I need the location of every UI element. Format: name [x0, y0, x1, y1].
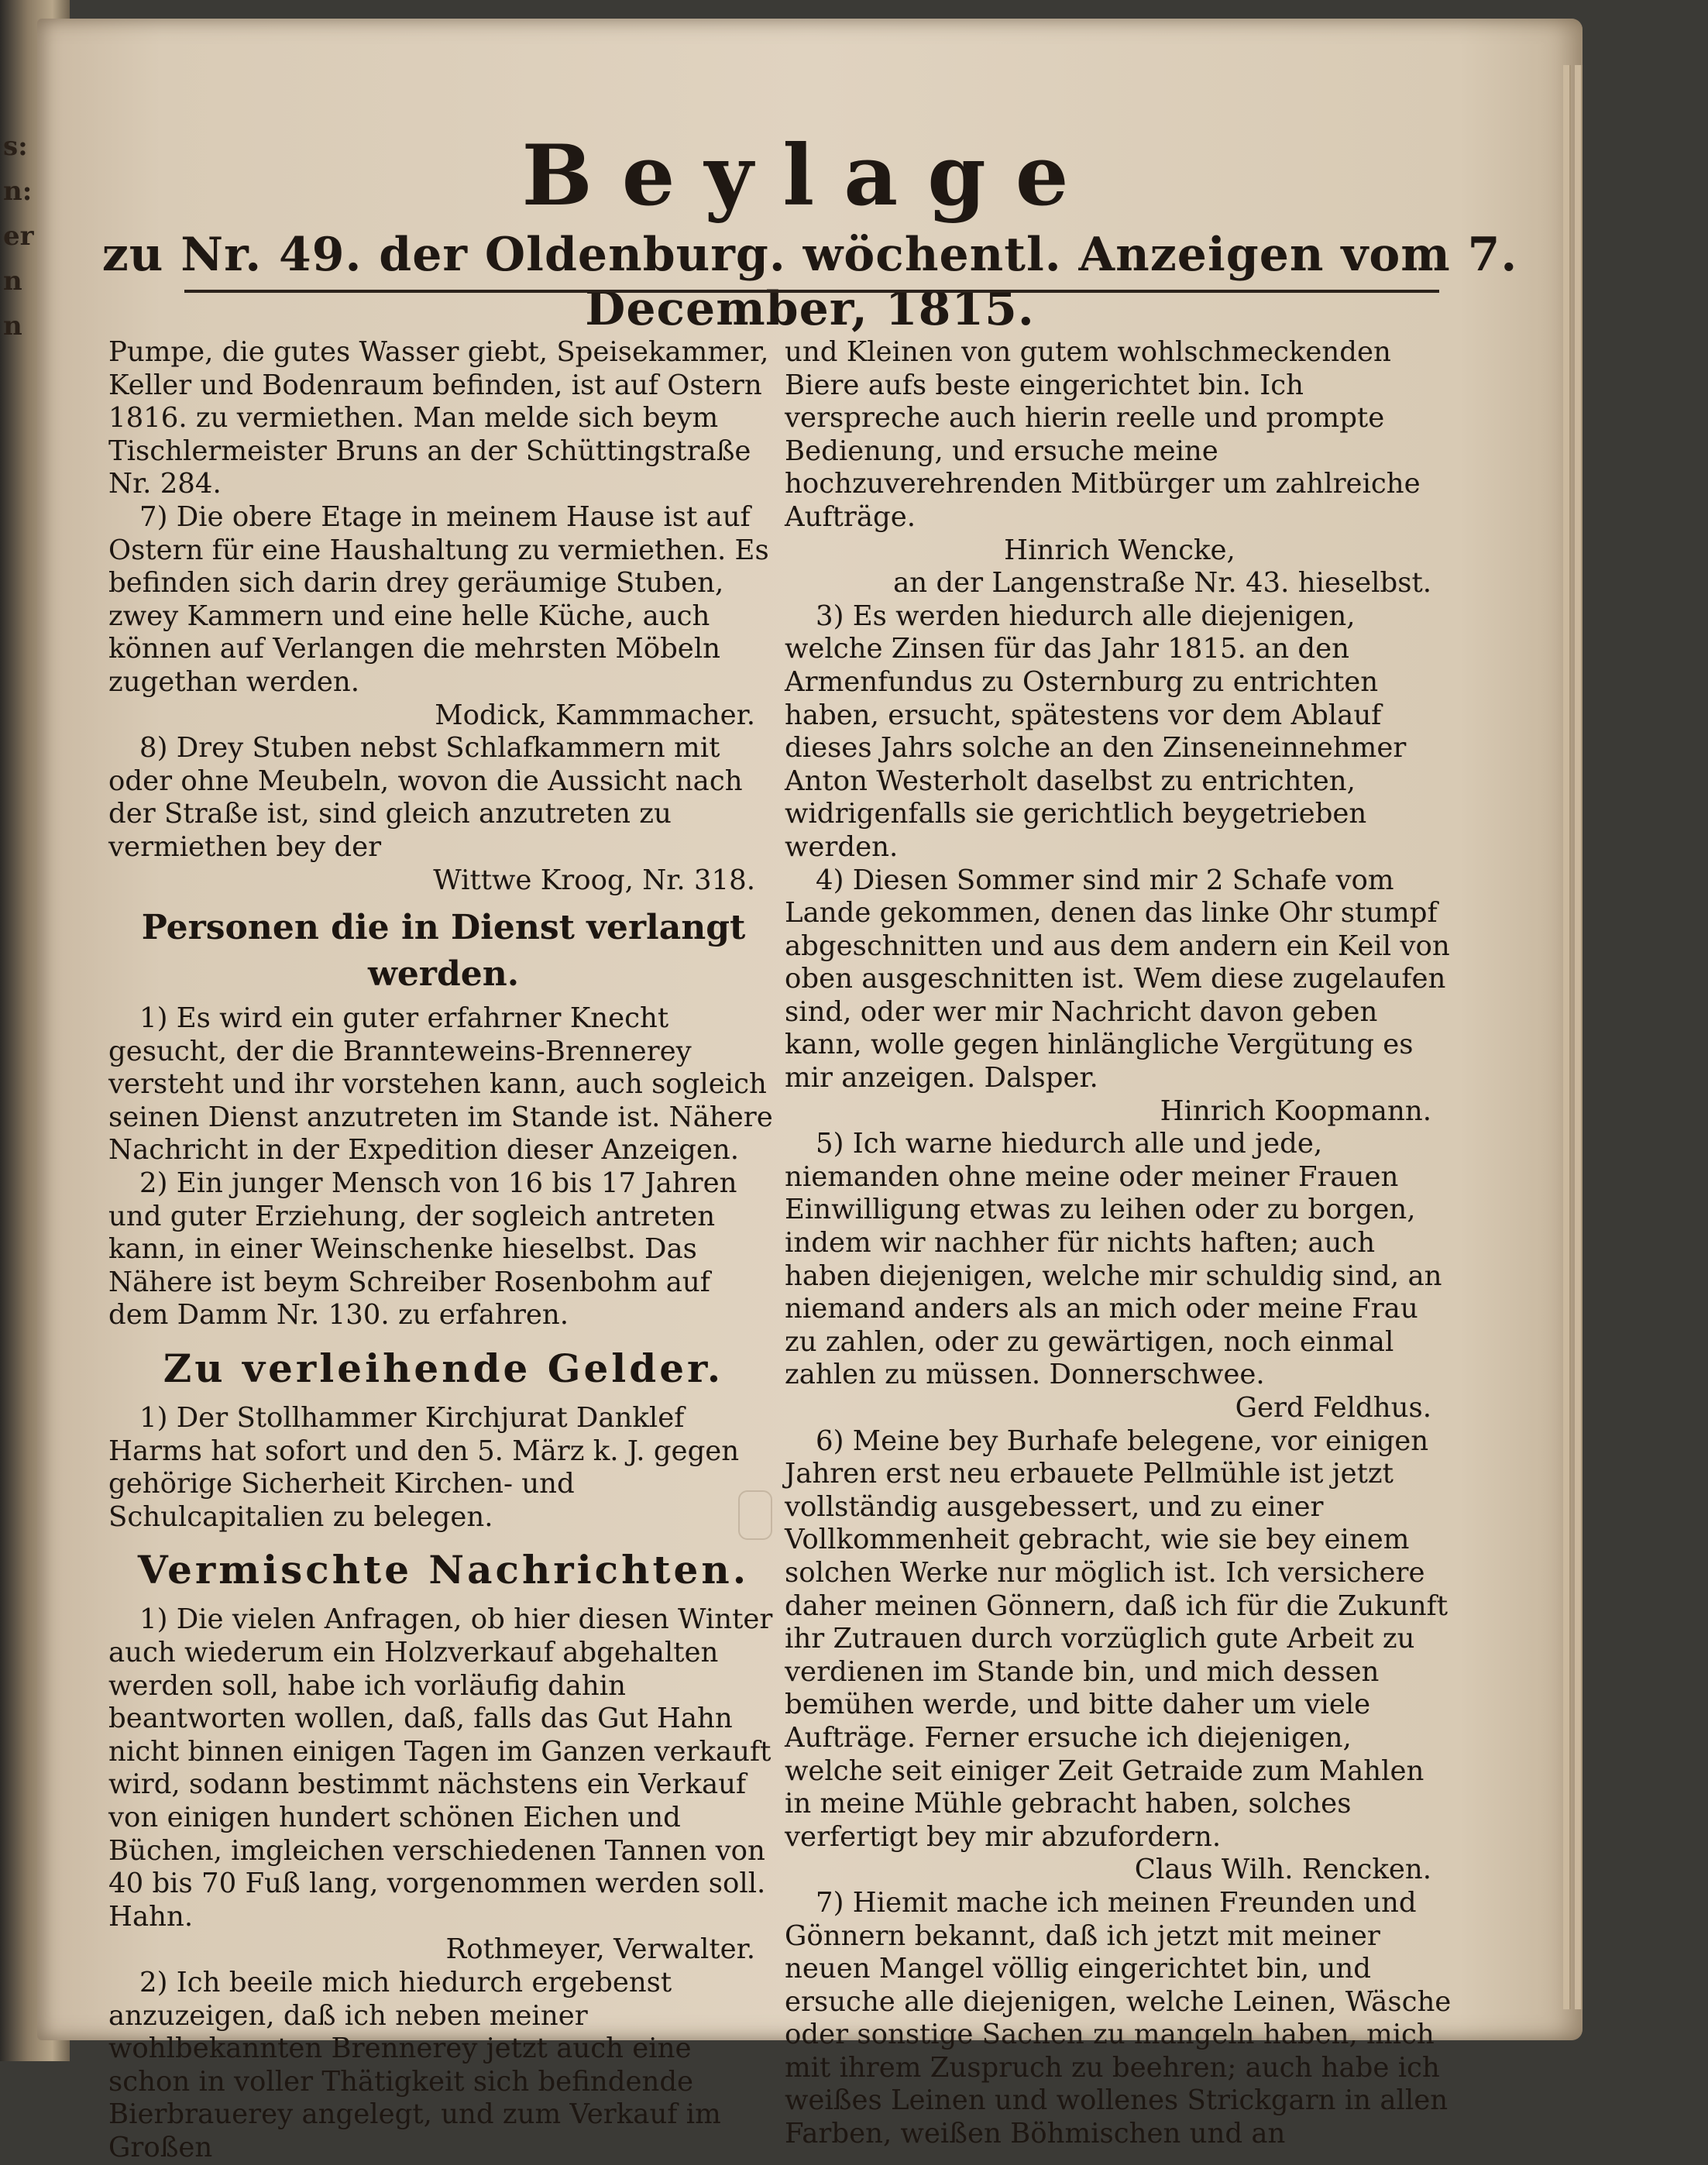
notice-signature: Claus Wilh. Rencken. [1134, 1854, 1431, 1886]
spine-fragment: n [3, 311, 22, 342]
notice-signature: Gerd Feldhus. [1235, 1392, 1431, 1424]
spine-fragment: n: [3, 176, 33, 207]
notice-paragraph: Pumpe, die gutes Wasser giebt, Speisekammer, Keller und Bodenraum befinden, ist auf Ostern 1816. zu vermiethen. Man melde sich beym Tischlermeister Bruns an der Schüttingstraße Nr. 284. [108, 336, 769, 500]
left-column [108, 336, 778, 2165]
notice-paragraph: 2) Ein junger Mensch von 16 bis 17 Jahren und guter Erziehung, der sogleich antreten kann, in einer Weinschenke hieselbst. Das Nähere ist beym Schreiber Rosenbohm auf dem Damm Nr. 130. zu erfahren. [108, 1167, 737, 1332]
paper-fold-mark [738, 1490, 772, 1540]
notice-paragraph: 7) Die obere Etage in meinem Hause ist auf Ostern für eine Haushaltung zu vermiethen. Es befinden sich darin drey geräumige Stuben, zwey Kammern und eine helle Küche, auch können auf Verlangen die mehrsten Möbeln zugethan werden. [108, 500, 769, 698]
notice-paragraph: 8) Drey Stuben nebst Schlafkammern mit oder ohne Meubeln, wovon die Aussicht nach der Straße ist, sind gleich anzutreten zu vermiethen bey der [108, 732, 743, 863]
notice-paragraph: 6) Meine bey Burhafe belegene, vor einigen Jahren erst neu erbauete Pellmühle ist jetzt vollständig ausgebessert, und zu einer Vollkommenheit gebracht, wie sie bey einem solchen Werke nur möglich ist. Ich versichere daher meinen Gönnern, daß ich für die Zukunft ihr Zutrauen durch vorzüglich gute Arbeit zu verdienen im Stande bin, und mich dessen bemühen werde, und bitte daher um viele Aufträge. Ferner ersuche ich diejenigen, welche seit einiger Zeit Getraide zum Mahlen in meine Mühle gebracht haben, solches verfertigt bey mir abzufordern. [785, 1424, 1449, 1853]
notice-signature: Rothmeyer, Verwalter. [445, 1933, 755, 1966]
notice-signature: Modick, Kammmacher. [435, 699, 755, 731]
right-column [785, 336, 1455, 2151]
notice-signature: Hinrich Koopmann. [1160, 1095, 1431, 1127]
notice-paragraph: 1) Die vielen Anfragen, ob hier diesen Winter auch wiederum ein Holzverkauf abgehalten werden soll, habe ich vorläufig dahin beantworten wollen, daß, falls das Gut Hahn nicht binnen einigen Tagen im Ganzen verkauft wird, sodann bestimmt nächstens ein Verkauf von einigen hundert schönen Eichen und Büchen, imgleichen verschiedenen Tannen von 40 bis 70 Fuß lang, vorgenommen werden soll. Hahn. [108, 1603, 773, 1933]
section-heading: Personen die in Dienst verlangt werden. [141, 908, 746, 995]
page-title: Beylage [521, 127, 1098, 225]
notice-paragraph: und Kleinen von gutem wohlschmeckenden Biere aufs beste eingerichtet bin. Ich verspreche auch hierin reelle und prompte Bedienung, und ersuche meine hochzuverehrenden Mitbürger um zahlreiche Aufträge. [785, 336, 1421, 533]
notice-signature: an der Langenstraße Nr. 43. hieselbst. [893, 567, 1431, 600]
page-subtitle: zu Nr. 49. der Oldenburg. wöchentl. Anzeigen vom 7. December, 1815. [101, 228, 1518, 336]
notice-paragraph: 5) Ich warne hiedurch alle und jede, niemanden ohne meine oder meiner Frauen Einwilligung etwas zu leihen oder zu borgen, indem wir nachher für nichts haften; auch haben diejenigen, welche mir schuldig sind, an niemand anders als an mich oder meine Frau zu zahlen, oder zu gewärtigen, noch einmal zahlen zu müssen. Donnerschwee. [785, 1128, 1442, 1391]
newspaper-page [37, 19, 1583, 2163]
spine-fragment: n [3, 266, 22, 297]
notice-paragraph: 2) Ich beeile mich hiedurch ergebenst anzuzeigen, daß ich neben meiner wohlbekannten Brennerey jetzt auch eine schon in voller Thätigkeit sich befindende Bierbrauerey angelegt, und zum Verkauf im Großen [108, 1966, 721, 2163]
page-edge [1563, 65, 1571, 2009]
notice-signature: Hinrich Wencke, [1004, 534, 1235, 566]
spine-fragment: s: [3, 131, 28, 162]
header-rule [184, 290, 1439, 293]
notice-paragraph: 4) Diesen Sommer sind mir 2 Schafe vom Lande gekommen, denen das linke Ohr stumpf abgeschnitten und aus dem andern ein Keil von oben ausgeschnitten ist. Wem diese zugelaufen sind, oder wer mir Nachricht davon geben kann, wolle gegen hinlängliche Vergütung es mir anzeigen. Dalsper. [785, 864, 1450, 1095]
spine-fragments [3, 124, 34, 349]
page-edge [1575, 65, 1583, 2009]
section-heading: Zu verleihende Gelder. [163, 1345, 724, 1392]
notice-signature: Wittwe Kroog, Nr. 318. [433, 864, 755, 896]
notice-paragraph: 3) Es werden hiedurch alle diejenigen, welche Zinsen für das Jahr 1815. an den Armenfundus zu Osternburg zu entrichten haben, ersucht, spätestens vor dem Ablauf dieses Jahrs solche an den Zinseneinnehmer Anton Westerholt daselbst zu entrichten, widrigenfalls sie gerichtlich beygetrieben werden. [785, 600, 1407, 863]
spine-fragment: er [3, 221, 34, 252]
notice-paragraph: 1) Der Stollhammer Kirchjurat Danklef Harms hat sofort und den 5. März k. J. gegen gehörige Sicherheit Kirchen- und Schulcapitalien zu belegen. [108, 1402, 740, 1533]
notice-paragraph: 7) Hiemit mache ich meinen Freunden und Gönnern bekannt, daß ich jetzt mit meiner neuen Mangel völlig eingerichtet bin, und ersuche alle diejenigen, welche Leinen, Wäsche oder sonstige Sachen zu mangeln haben, mich mit ihrem Zuspruch zu beehren; auch habe ich weißes Leinen und wollenes Strickgarn in allen Farben, weißen Böhmischen und an [785, 1886, 1452, 2150]
section-heading: Vermischte Nachrichten. [137, 1547, 750, 1593]
notice-paragraph: 1) Es wird ein guter erfahrner Knecht gesucht, der die Brannteweins-Brennerey versteht und ihr vorstehen kann, auch sogleich seinen Dienst anzutreten im Stande ist. Nähere Nachricht in der Expedition dieser Anzeigen. [108, 1002, 773, 1167]
